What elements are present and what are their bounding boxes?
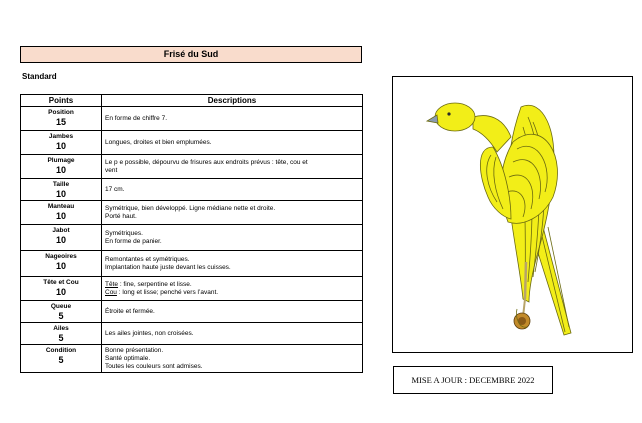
criterion-points: 10 (55, 189, 66, 199)
criterion-points: 10 (55, 287, 66, 297)
criterion-name: Jambes (48, 133, 74, 140)
description-text: : long et lisse; penché vers l’avant. (116, 288, 219, 296)
description-line (105, 281, 359, 289)
points-header: Points (21, 95, 102, 107)
criterion-points: 10 (55, 211, 66, 221)
criterion-points: 5 (58, 355, 64, 365)
criterion-name: Plumage (47, 157, 75, 164)
description-term: Cou (105, 288, 117, 296)
table-row (21, 155, 363, 179)
description-line: Implantation haute juste devant les cuisses. (105, 263, 231, 271)
description-cell (102, 345, 363, 373)
description-line (105, 289, 359, 297)
points-cell (21, 345, 102, 373)
points-cell (21, 251, 102, 277)
table-row (21, 277, 363, 301)
description-cell (102, 225, 363, 251)
description-cell (102, 301, 363, 323)
section-subtitle: Standard (22, 72, 57, 81)
table-row (21, 201, 363, 225)
criterion-name: Queue (50, 303, 72, 310)
criterion-points: 10 (55, 141, 66, 151)
description-line: Étroite et fermée. (105, 307, 155, 315)
description-line: En forme de chiffre 7. (105, 114, 168, 122)
criterion-points: 5 (58, 333, 64, 343)
points-cell (21, 201, 102, 225)
description-line: Le p e possible, dépourvu de frisures aux endroits prévus : tête, cou et (105, 158, 308, 166)
description-line: Bonne présentation. (105, 346, 164, 354)
criterion-name: Manteau (47, 203, 75, 210)
points-cell (21, 155, 102, 179)
description-cell (102, 277, 363, 301)
description-cell (102, 131, 363, 155)
description-cell (102, 323, 363, 345)
table-row (21, 345, 363, 373)
yellow-frill-canary-icon (393, 77, 632, 352)
description-cell (102, 201, 363, 225)
criterion-name: Ailes (53, 325, 69, 332)
table-row (21, 225, 363, 251)
table-row (21, 301, 363, 323)
criterion-points: 10 (55, 261, 66, 271)
table-row (21, 131, 363, 155)
points-cell (21, 107, 102, 131)
points-cell (21, 179, 102, 201)
description-line: Les ailes jointes, non croisées. (105, 329, 194, 337)
points-cell (21, 225, 102, 251)
table-header-row (21, 95, 363, 107)
description-line: 17 cm. (105, 185, 125, 193)
criterion-name: Condition (45, 347, 77, 354)
criterion-name: Jabot (52, 227, 70, 234)
update-note: MISE A JOUR : DECEMBRE 2022 (393, 366, 553, 394)
criterion-points: 10 (55, 235, 66, 245)
criterion-name: Taille (52, 181, 70, 188)
criterion-points: 15 (55, 117, 66, 127)
table-row (21, 107, 363, 131)
points-cell (21, 323, 102, 345)
criterion-points: 10 (55, 165, 66, 175)
description-line: Toutes les couleurs sont admises. (105, 362, 203, 370)
criterion-name: Nageoires (45, 253, 77, 260)
table-row (21, 251, 363, 277)
criterion-points: 5 (58, 311, 64, 321)
standard-table (20, 94, 363, 373)
description-line: Remontantes et symétriques. (105, 255, 190, 263)
points-cell (21, 131, 102, 155)
description-line: Symétriques. (105, 229, 143, 237)
descriptions-header: Descriptions (102, 95, 363, 107)
description-line: vent (105, 166, 118, 174)
points-cell (21, 277, 102, 301)
criterion-name: Position (48, 109, 74, 116)
table-row (21, 323, 363, 345)
description-line: Longues, droites et bien emplumées. (105, 138, 212, 146)
description-term: Tête (105, 280, 119, 288)
table-row (21, 179, 363, 201)
page-title: Frisé du Sud (20, 46, 362, 63)
description-cell (102, 107, 363, 131)
description-line: Symétrique, bien développé. Ligne médiane nette et droite. (105, 204, 276, 212)
description-cell (102, 179, 363, 201)
description-text: : fine, serpentine et lisse. (118, 280, 192, 288)
points-cell (21, 301, 102, 323)
description-cell (102, 251, 363, 277)
criterion-name: Tête et Cou (43, 279, 79, 286)
description-line: En forme de panier. (105, 237, 162, 245)
description-cell (102, 155, 363, 179)
description-line: Porté haut. (105, 212, 137, 220)
canary-illustration (392, 76, 633, 353)
description-line: Santé optimale. (105, 354, 151, 362)
